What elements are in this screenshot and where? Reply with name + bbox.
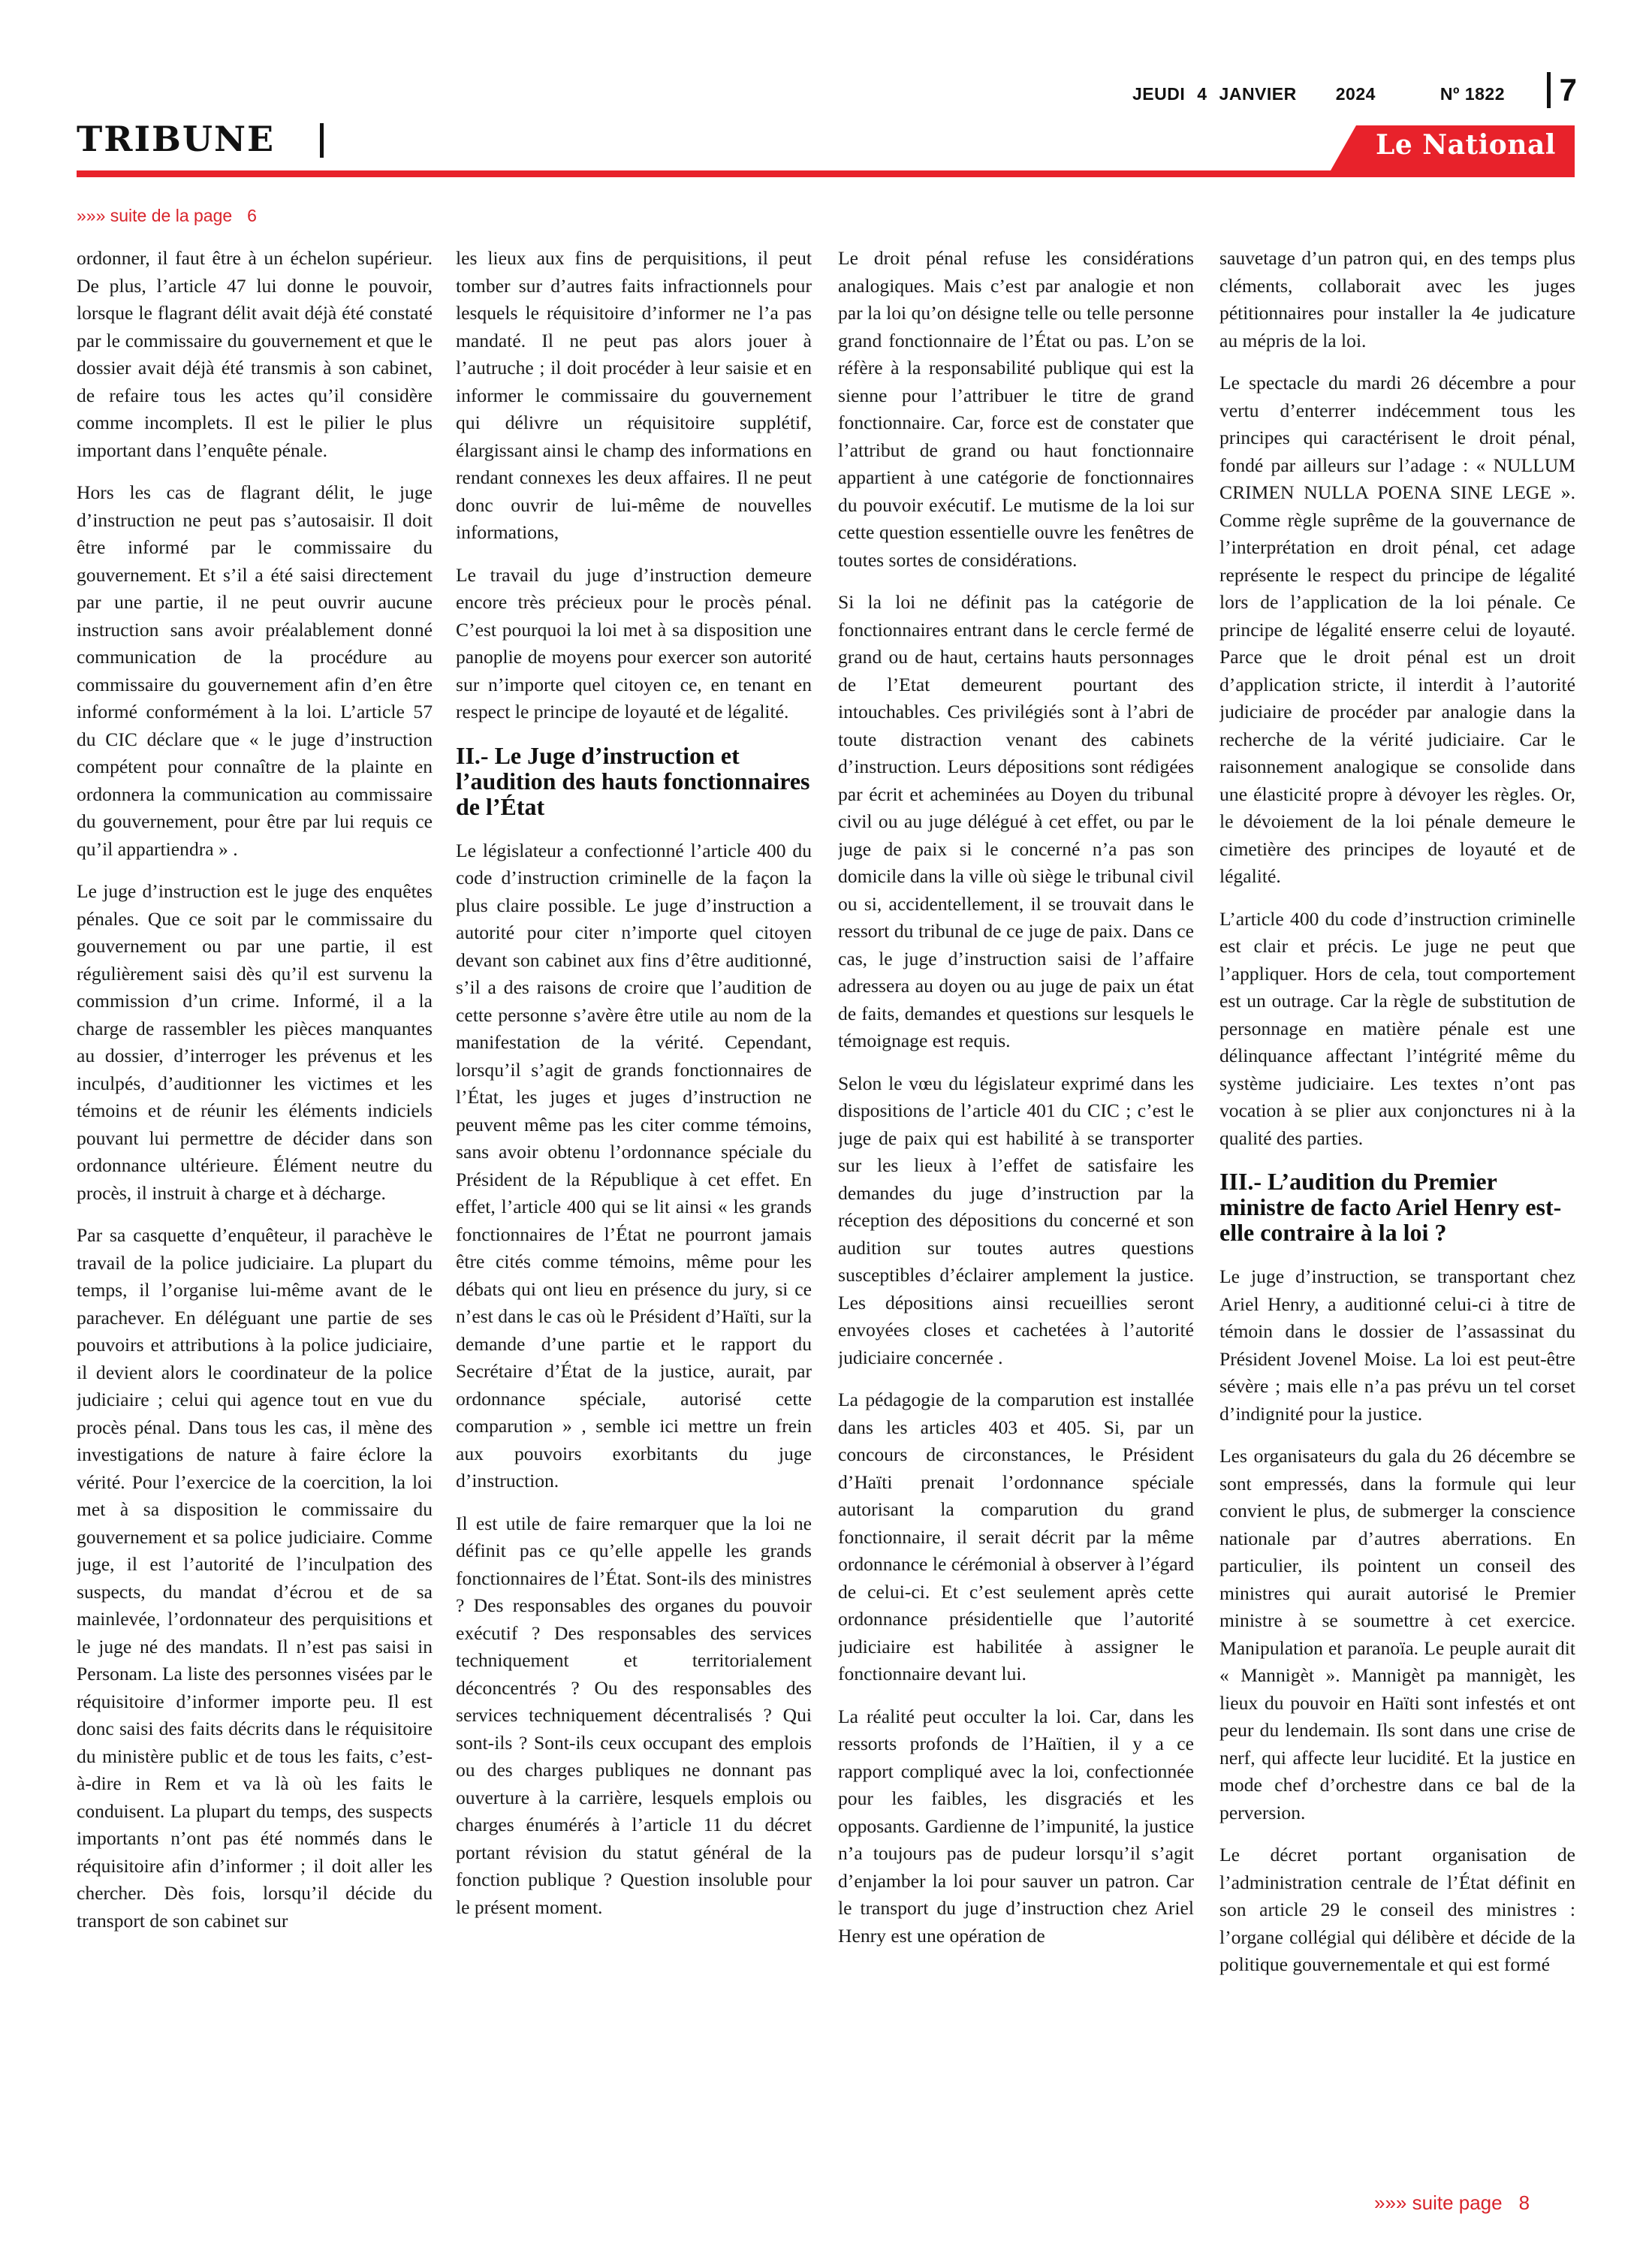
article-column-3 [838,245,1194,2182]
article-paragraph: ordonner, il faut être à un échelon supérieur. De plus, l’article 47 lui donne le pouvoir, lorsque le flagrant délit avait déjà été constaté par le commissaire du gouvernement et que le dossier avait déjà été transmis à son cabinet, de refaire tous les actes qu’il considère comme incomplets. Il est le pilier le plus important dans l’enquête pénale. [77,247,433,461]
rubric-divider [320,123,324,158]
section-rubric: TRIBUNE [77,119,276,159]
article-column-4 [1219,245,1575,2182]
article-paragraph: La pédagogie de la comparution est installée dans les articles 403 et 405. Si, par un concours de circonstances, le Président d’Haïti prenait l’ordonnance spéciale autorisant la comparution du grand fonctionnaire, il serait décrit par la même ordonnance le cérémonial à observer à l’égard de celui-ci. Et c’est seulement après cette ordonnance présidentielle que l’autorité judiciaire est habilitée à assigner le fonctionnaire devant lui. [838,1389,1194,1684]
continued-to-marker: »»» suite page [1374,2191,1503,2214]
article-paragraph: sauvetage d’un patron qui, en des temps plus cléments, collaborait avec les juges pétitionnaires pour installer la 4e judicature au mépris de la loi. [1219,247,1575,351]
issue-year: 2024 [1335,84,1376,104]
article-column-2 [456,245,812,2182]
continued-from-marker: »»» suite de la page [77,206,233,225]
article-paragraph: les lieux aux fins de perquisitions, il peut tomber sur d’autres faits infractionnels pour lesquels le réquisitoire d’informer ne l’a pas mandaté. Il ne peut pas alors jouer à l’autruche ; il doit procéder à leur saisie et en informer le commissaire du gouvernement qui délivre un réquisitoire supplétif, élargissant ainsi le champ des informations en rendant connexes les deux affaires. Il ne peut donc ouvrir de lui-même de nouvelles informations, [456,247,812,543]
issue-day: JEUDI [1132,84,1186,104]
page-number-block [1547,72,1577,108]
issue-number: Nº 1822 [1439,84,1505,104]
article-paragraph: Le juge d’instruction est le juge des enquêtes pénales. Que ce soit par le commissaire du gouvernement ou par une partie, il est régulièrement saisi dès qu’il est survenu la commission d’un crime. Informé, il a la charge de rassembler les pièces manquantes au dossier, d’interroger les prévenus et les inculpés, d’auditionner les victimes et les témoins et de réunir les éléments indiciels pouvant lui permettre de décider dans son ordonnance ultérieure. Élément neutre du procès, il instruit à charge et à décharge. [77,880,433,1204]
article-paragraph: L’article 400 du code d’instruction criminelle est clair et précis. Le juge ne peut que l’appliquer. Hors de cela, tout comportement est un outrage. Car la règle de substitution de personnage en matière pénale est une délinquance affectant l’intégrité même du système judiciaire. Les textes n’ont pas vocation à se plier aux conjonctures ni à la qualité des parties. [1219,907,1575,1149]
issue-info [1132,84,1505,104]
page-number: 7 [1559,72,1577,107]
article-paragraph: Le droit pénal refuse les considérations analogiques. Mais c’est par analogie et non par la loi qu’on désigne telle ou telle personne grand fonctionnaire de l’État ou pas. L’on se réfère à la responsabilité publique qui est la sienne pour l’attribuer le titre de grand fonctionnaire. Car, force est de constater que l’attribut de grand ou haut fonctionnaire appartient à une catégorie de fonctionnaires du pouvoir exécutif. Le mutisme de la loi sur cette question essentielle ouvre les fenêtres de toutes sortes de considérations. [838,247,1194,571]
continued-from [77,206,257,226]
page-number-divider [1547,72,1551,108]
article-paragraph: Hors les cas de flagrant délit, le juge d’instruction ne peut pas s’autosaisir. Il doit être informé par le commissaire du gouvernement. Et s’il a été saisi directement par une partie, il ne peut ouvrir aucune instruction sans avoir préalablement donné communication de la procédure au commissaire du gouvernement afin d’en être informé conformément à la loi. L’article 57 du CIC déclare que « le juge d’instruction compétent pour connaître de la plainte en ordonnera la communication au commissaire du gouvernement, pour être par lui requis ce qu’il appartiendra » . [77,481,433,860]
article-paragraph: Il est utile de faire remarquer que la loi ne définit pas ce qu’elle appelle les grands fonctionnaires de l’État. Sont-ils des ministres ? Des responsables des organes du pouvoir exécutif ? Des responsables des services techniquement et territorialement déconcentrés ? Ou des responsables des services techniquement décentralisés ? Qui sont-ils ? Sont-ils ceux occupant des emplois ou des charges publiques ne donnant pas ouverture à la carrière, lesquels emplois ou charges énumérés à l’article 11 du décret portant révision du statut général de la fonction publique ? Question insoluble pour le présent moment. [456,1512,812,1918]
article-paragraph: Le travail du juge d’instruction demeure encore très précieux pour le procès pénal. C’est pourquoi la loi met à sa disposition une panoplie de moyens pour exercer son autorité sur n’importe quel citoyen ce, en tenant en respect le principe de loyauté et de légalité. [456,563,812,722]
continued-to-page: 8 [1518,2191,1530,2214]
issue-month: JANVIER [1219,84,1297,104]
article-paragraph: Le décret portant organisation de l’administration centrale de l’État définit en son article 29 le conseil des ministres : l’organe collégial qui délibère et décide de la politique gouvernementale et qui est formé [1219,1844,1575,1975]
continued-from-page: 6 [247,206,257,225]
article-paragraph: Le juge d’instruction, se transportant chez Ariel Henry, a auditionné celui-ci à titre de témoin dans le dossier de l’assassinat du Président Jovenel Moise. La loi est peut-être sévère ; mais elle n’a pas prévu un tel corset d’indignité pour la justice. [1219,1265,1575,1425]
article-paragraph: Par sa casquette d’enquêteur, il parachève le travail de la police judiciaire. La plupart du temps, il l’organise lui-même avant de le parachever. En déléguant une partie de ses pouvoirs et attributions à la police judiciaire, il devient alors le coordinateur de la police judiciaire ; celui qui agence tout en vue du procès pénal. Dans tous les cas, il mène des investigations de nature à faire éclore la vérité. Pour l’exercice de la coercition, la loi met à sa disposition le commissaire du gouvernement et sa police judiciaire. Comme juge, il est l’autorité de l’inculpation des suspects, du mandat d’écrou et de sa mainlevée, l’ordonnateur des perquisitions et le juge né des mandats. Il n’est pas saisi in Personam. La liste des personnes visées par le réquisitoire d’informer importe peu. Il est donc saisi des faits décrits dans le réquisitoire du ministère public et de tous les faits, c’est-à-dire in Rem et va là où les faits le conduisent. La plupart du temps, des suspects importants n’ont pas été nommés dans le réquisitoire afin d’informer ; il doit aller les chercher. Dès fois, lorsqu’il décide du transport de son cabinet sur [77,1224,433,1932]
article-paragraph: Les organisateurs du gala du 26 décembre se sont empressés, dans la formule qui leur convient le plus, de submerger la conscience nationale par d’autres aberrations. En particulier, ils pointent un conseil des ministres qui aurait autorisé le Premier ministre à se soumettre à cet exercice. Manipulation et paranoïa. Le peuple aurait dit « Mannigèt ». Mannigèt pa mannigèt, les lieux du pouvoir en Haïti sont infestés et ont peur du lendemain. Ils sont dans une crise de nerf, qui affecte leur lucidité. Et la justice en mode chef d’orchestre dans ce bal de la perversion. [1219,1445,1575,1823]
issue-date: 4 [1197,84,1207,104]
article-paragraph: Si la loi ne définit pas la catégorie de fonctionnaires entrant dans le cercle fermé de grand ou de haut, certains hauts personnages de l’Etat demeurent pourtant des intouchables. Ces privilégiés sont à l’abri de toute distraction venant des cabinets d’instruction. Leurs dépositions sont rédigées par écrit et acheminées au Doyen du tribunal civil ou au juge délégué à cet effet, ou par le juge de paix si le concerné n’a pas son domicile dans la ville où siège le tribunal civil ou si, accidentellement, il se trouvait dans le ressort du tribunal de ce juge de paix. Dans ce cas, le juge d’instruction saisi de l’affaire adressera au doyen ou au juge de paix un état de faits, demandes et questions sur lesquels le témoignage est requis. [838,591,1194,1051]
section-heading: III.- L’audition du Premier ministre de facto Ariel Henry est-elle contraire à la loi ? [1219,1168,1562,1246]
publication-logo: Le National [1376,129,1556,161]
continued-to [1374,2191,1530,2215]
article-paragraph: La réalité peut occulter la loi. Car, dans les ressorts profonds de l’Haïtien, il y a ce rapport compliqué avec la loi, confectionnée pour les faibles, les disgraciés et les opposants. Gardienne de l’impunité, la justice n’a toujours pas de pudeur lorsqu’il s’agit d’enjamber la loi pour sauver un patron. Car le transport du juge d’instruction chez Ariel Henry est une opération de [838,1705,1194,1947]
article-paragraph: Le législateur a confectionné l’article 400 du code d’instruction criminelle de la façon la plus claire possible. Le juge d’instruction a autorité pour citer n’importe quel citoyen devant son cabinet aux fins d’être auditionné, s’il a des raisons de croire que l’audition de cette personne s’avère être utile au nom de la manifestation de la vérité. Cependant, lorsqu’il s’agit de grands fonctionnaires de l’État, les juges et juges d’instruction ne peuvent même pas les citer comme témoins, sans avoir obtenu l’ordonnance spéciale du Président de la République à cet effet. En effet, l’article 400 qui se lit ainsi « les grands fonctionnaires de l’État ne pourront jamais être cités comme témoins, même pour les débats qui ont lieu en présence du jury, si ce n’est dans le cas où le Président d’Haïti, sur la demande d’une partie et le rapport du Secrétaire d’État de la justice, aurait, par ordonnance spéciale, autorisé cette comparution » , semble ici mettre un frein aux pouvoirs exorbitants du juge d’instruction. [456,839,812,1491]
article-column-1 [77,245,433,2182]
article-paragraph: Le spectacle du mardi 26 décembre a pour vertu d’enterrer indécemment tous les principes qui caractérisent le droit pénal, fondé par ailleurs sur l’adage : « NULLUM CRIMEN NULLA POENA SINE LEGE ». Comme règle suprême de la gouvernance de l’interprétation en droit pénal, cet adage représente le respect du principe de légalité lors de l’application de la loi pénale. Ce principe de légalité enserre celui de loyauté. Parce que le droit pénal est un droit d’application stricte, il interdit à l’autorité judiciaire de procéder par analogie dans la recherche de la vérité judiciaire. Car le raisonnement analogique se consolide dans une élasticité propre à dévoyer les règles. Or, le dévoiement de la loi pénale demeure le cimetière des principes de loyauté et de légalité. [1219,372,1575,887]
header-rule [77,170,1575,177]
section-heading: II.- Le Juge d’instruction et l’audition des hauts fonctionnaires de l’État [456,741,810,820]
article-paragraph: Selon le vœu du législateur exprimé dans les dispositions de l’article 401 du CIC ; c’est le juge de paix qui est habilité à se transporter sur les lieux à l’effet de satisfaire les demandes du juge d’instruction par la réception des dépositions du concerné et son audition sur toutes autres questions susceptibles d’éclairer amplement la justice. Les dépositions ainsi recueillies seront envoyées closes et cachetées à l’autorité judiciaire concernée . [838,1072,1194,1368]
